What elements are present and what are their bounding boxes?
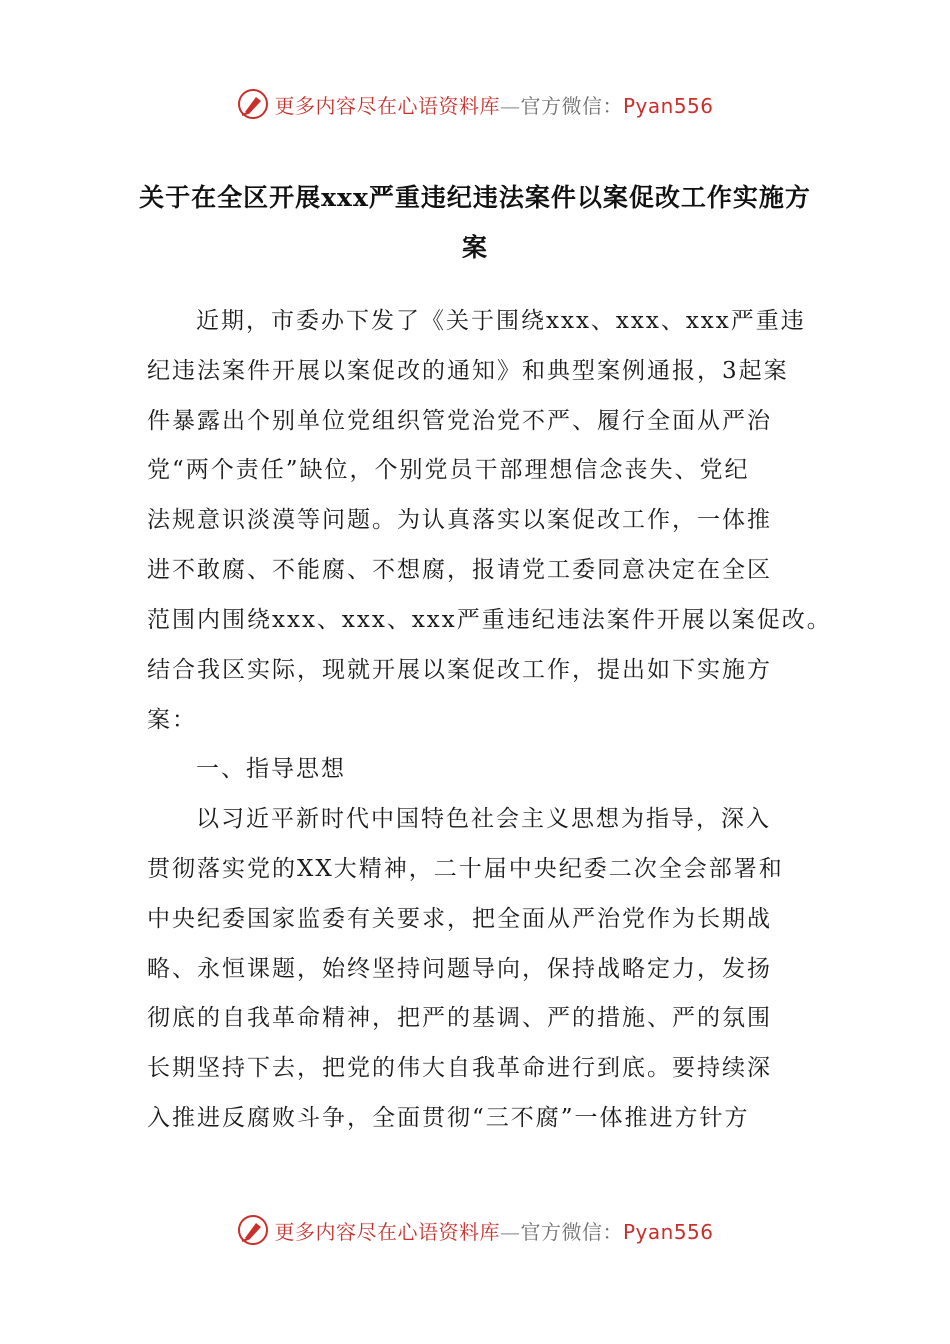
watermark-dash: — — [499, 93, 521, 118]
paragraph-line: 范围内围绕xxx、xxx、xxx严重违纪违法案件开展以案促改。 — [147, 607, 832, 633]
watermark-wechat-id: Pyan556 — [622, 1219, 714, 1244]
paragraph-line: 纪违法案件开展以案促改的通知》和典型案例通报，3起案 — [147, 358, 789, 384]
document-title-line-2: 案 — [461, 233, 488, 262]
watermark-wechat-id: Pyan556 — [622, 93, 714, 118]
watermark-brand: 更多内容尽在心语资料库 — [274, 93, 500, 118]
paragraph-line: 以习近平新时代中国特色社会主义思想为指导，深入 — [196, 806, 771, 832]
footer-watermark — [0, 1210, 950, 1250]
watermark-official-label: 官方微信： — [520, 1219, 623, 1244]
watermark-brand: 更多内容尽在心语资料库 — [274, 1219, 500, 1244]
paragraph-line: 结合我区实际，现就开展以案促改工作，提出如下实施方 — [147, 657, 772, 683]
paragraph-line: 近期，市委办下发了《关于围绕xxx、xxx、xxx严重违 — [196, 308, 806, 334]
paragraph-line: 入推进反腐败斗争，全面贯彻“三不腐”一体推进方针方 — [147, 1105, 750, 1131]
watermark-dash: — — [499, 1219, 521, 1244]
paragraph-line: 贯彻落实党的XX大精神，二十届中央纪委二次全会部署和 — [147, 856, 784, 882]
paragraph-line: 中央纪委国家监委有关要求，把全面从严治党作为长期战 — [147, 906, 772, 932]
paragraph-line: 彻底的自我革命精神，把严的基调、严的措施、严的氛围 — [147, 1005, 772, 1031]
header-watermark — [0, 84, 950, 124]
paragraph-line: 进不敢腐、不能腐、不想腐，报请党工委同意决定在全区 — [147, 557, 772, 583]
watermark-official-label: 官方微信： — [520, 93, 623, 118]
paragraph-line: 件暴露出个别单位党组织管党治党不严、履行全面从严治 — [147, 408, 772, 434]
section-heading: 一、指导思想 — [196, 756, 346, 782]
watermark-text — [274, 1216, 713, 1245]
paragraph-line: 长期坚持下去，把党的伟大自我革命进行到底。要持续深 — [147, 1055, 772, 1081]
paragraph-line: 案： — [147, 707, 197, 733]
watermark-text — [274, 90, 713, 119]
paragraph-line: 党“两个责任”缺位，个别党员干部理想信念丧失、党纪 — [147, 457, 750, 483]
paragraph-line: 法规意识淡漠等问题。为认真落实以案促改工作，一体推 — [147, 507, 772, 533]
pen-nib-logo-icon — [236, 1213, 270, 1247]
paragraph-line: 略、永恒课题，始终坚持问题导向，保持战略定力，发扬 — [147, 956, 772, 982]
document-title-line-1: 关于在全区开展xxx严重违纪违法案件以案促改工作实施方 — [139, 183, 811, 212]
pen-nib-logo-icon — [236, 87, 270, 121]
